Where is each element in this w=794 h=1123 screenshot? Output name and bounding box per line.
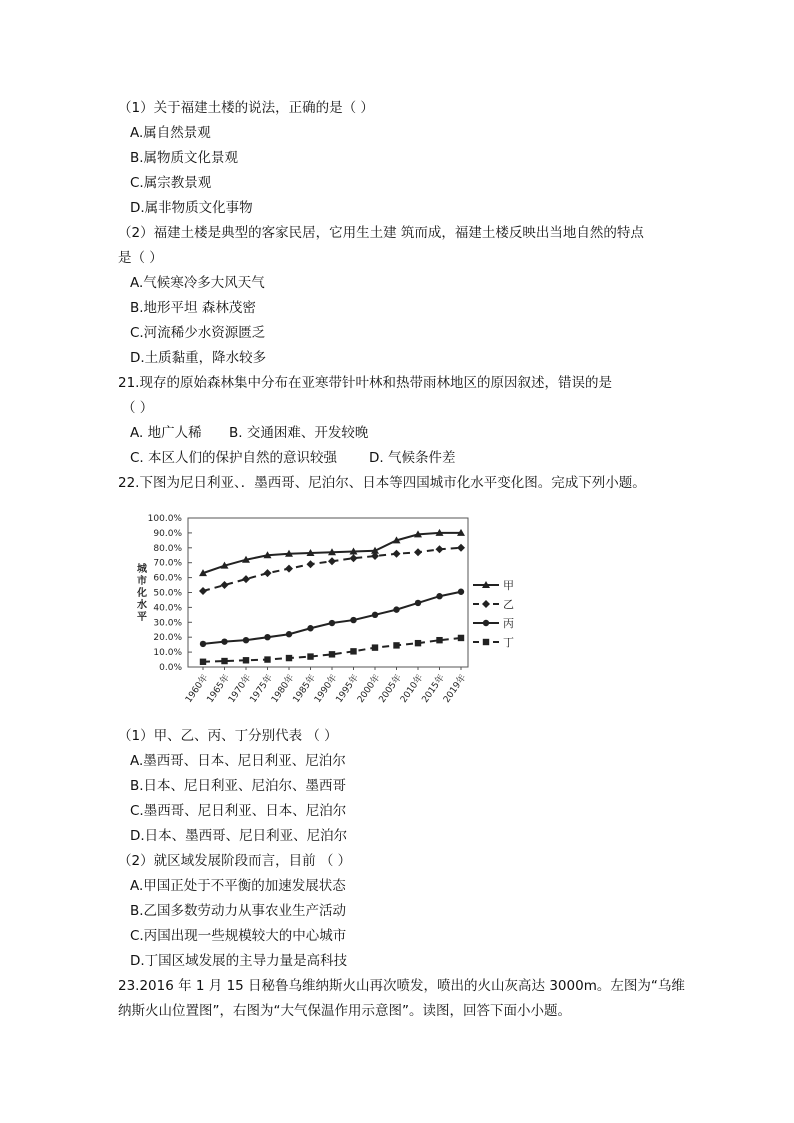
q20-1-stem: （1）关于福建土楼的说法，正确的是（ ） <box>118 100 374 116</box>
data-point-丙 <box>200 641 206 647</box>
x-tick-label: 1960年 <box>183 672 211 705</box>
q22-2-option-b: B.乙国多数劳动力从事农业生产活动 <box>130 903 347 919</box>
q23-line1: 23.2016 年 1 月 15 日秘鲁乌维纳斯火山再次喷发，喷出的火山灰高达 3000m。左图为“乌维 <box>118 978 685 994</box>
x-tick-label: 1990年 <box>312 672 340 705</box>
data-point-丙 <box>415 600 421 606</box>
q22-2-option-c: C.丙国出现一些规模较大的中心城市 <box>130 928 347 944</box>
q20-2-option-b: B.地形平坦 森林茂密 <box>130 300 256 316</box>
data-point-丙 <box>436 593 442 599</box>
x-tick-label: 1970年 <box>226 672 254 705</box>
data-point-丙 <box>393 606 399 612</box>
data-point-丁 <box>264 656 270 662</box>
q20-1-option-c: C.属宗教景观 <box>130 175 212 191</box>
legend-marker-乙 <box>482 600 490 608</box>
data-point-丁 <box>350 648 356 654</box>
x-tick-label: 2005年 <box>377 672 404 705</box>
data-point-乙 <box>199 587 207 595</box>
data-point-丙 <box>307 625 313 631</box>
data-point-乙 <box>264 569 272 577</box>
data-point-丁 <box>286 655 292 661</box>
q22-1-stem: （1）甲、乙、丙、丁分别代表 （ ） <box>118 728 338 744</box>
x-tick-label: 1985年 <box>291 672 318 705</box>
data-point-丙 <box>458 589 464 595</box>
y-tick-label: 40.0% <box>153 603 182 614</box>
q21-option-c: C. 本区人们的保护自然的意识较强 <box>130 450 338 466</box>
q22-2-option-d: D.丁国区域发展的主导力量是高科技 <box>130 953 348 969</box>
data-point-丙 <box>286 631 292 637</box>
x-tick-label: 2010年 <box>398 672 426 705</box>
legend-label-乙: 乙 <box>503 598 514 611</box>
data-point-丙 <box>243 637 249 643</box>
q22-1-option-d: D.日本、墨西哥、尼日利亚、尼泊尔 <box>130 828 348 844</box>
q21-option-a: A. 地广人稀 <box>130 425 202 441</box>
legend-label-甲: 甲 <box>503 579 514 592</box>
q20-2-option-d: D.土质黏重，降水较多 <box>130 350 267 366</box>
y-tick-label: 50.0% <box>153 588 182 599</box>
y-tick-label: 90.0% <box>153 528 182 539</box>
data-point-丙 <box>329 620 335 626</box>
legend-marker-丙 <box>483 620 489 626</box>
data-point-丁 <box>458 635 464 641</box>
q20-1-option-a: A.属自然景观 <box>130 125 211 141</box>
plot-frame <box>188 518 468 667</box>
q21-stem-line2: （ ） <box>122 400 154 416</box>
q22-1-option-c: C.墨西哥、尼日利亚、日本、尼泊尔 <box>130 803 347 819</box>
data-point-乙 <box>307 560 315 568</box>
data-point-丙 <box>264 634 270 640</box>
series-line-丙 <box>203 592 461 644</box>
x-tick-label: 1975年 <box>248 672 275 705</box>
q20-2-stem-line2: 是（ ） <box>118 250 163 266</box>
x-tick-label: 2015年 <box>420 672 447 705</box>
y-tick-label: 20.0% <box>153 633 182 644</box>
y-axis-label: 城市化水平 <box>134 563 146 623</box>
urbanization-chart <box>118 508 514 716</box>
data-point-丙 <box>350 617 356 623</box>
data-point-乙 <box>457 544 465 552</box>
data-point-丙 <box>221 638 227 644</box>
y-tick-label: 70.0% <box>153 558 182 569</box>
urbanization-chart-svg <box>118 508 514 716</box>
legend-marker-丁 <box>483 639 489 645</box>
data-point-乙 <box>221 581 229 589</box>
x-tick-label: 2019年 <box>441 672 469 705</box>
y-tick-label: 10.0% <box>153 648 182 659</box>
q21-option-b: B. 交通困难、开发较晚 <box>229 425 369 441</box>
data-point-乙 <box>242 575 250 583</box>
q20-1-option-d: D.属非物质文化事物 <box>130 200 253 216</box>
q23-line2: 纳斯火山位置图”，右图为“大气保温作用示意图”。读图，回答下面小小题。 <box>118 1003 571 1019</box>
data-point-丙 <box>372 612 378 618</box>
q22-2-option-a: A.甲国正处于不平衡的加速发展状态 <box>130 878 346 894</box>
q20-1-option-b: B.属物质文化景观 <box>130 150 239 166</box>
y-tick-label: 30.0% <box>153 618 182 629</box>
data-point-丁 <box>307 653 313 659</box>
q22-stem: 22.下图为尼日利亚、．墨西哥、尼泊尔、日本等四国城市化水平变化图。完成下列小题。 <box>118 475 646 491</box>
data-point-丁 <box>329 651 335 657</box>
data-point-丁 <box>221 658 227 664</box>
q20-2-option-a: A.气候寒冷多大风天气 <box>130 275 265 291</box>
data-point-乙 <box>393 550 401 558</box>
y-tick-label: 0.0% <box>159 663 182 673</box>
data-point-丁 <box>436 637 442 643</box>
y-tick-label: 80.0% <box>153 543 182 554</box>
data-point-丁 <box>415 640 421 646</box>
data-point-丁 <box>243 657 249 663</box>
data-point-乙 <box>414 548 422 556</box>
x-tick-label: 1995年 <box>334 672 361 705</box>
y-tick-label: 100.0% <box>147 514 182 524</box>
q20-2-stem-line1: （2）福建土楼是典型的客家民居，它用生土建 筑而成，福建土楼反映出当地自然的特点 <box>118 225 644 241</box>
q22-2-stem: （2）就区域发展阶段而言，目前 （ ） <box>118 853 352 869</box>
x-tick-label: 2000年 <box>355 672 383 705</box>
x-tick-label: 1980年 <box>269 672 297 705</box>
series-line-丁 <box>203 638 461 662</box>
data-point-乙 <box>328 557 336 565</box>
data-point-丁 <box>372 644 378 650</box>
data-point-乙 <box>436 545 444 553</box>
q21-stem-line1: 21.现存的原始森林集中分布在亚寒带针叶林和热带雨林地区的原因叙述，错误的是 <box>118 375 612 391</box>
data-point-乙 <box>350 554 358 562</box>
q22-1-option-b: B.日本、尼日利亚、尼泊尔、墨西哥 <box>130 778 347 794</box>
data-point-乙 <box>285 565 293 573</box>
q22-1-option-a: A.墨西哥、日本、尼日利亚、尼泊尔 <box>130 753 346 769</box>
q21-option-d: D. 气候条件差 <box>369 450 456 466</box>
legend-label-丙: 丙 <box>503 617 514 630</box>
data-point-丁 <box>200 659 206 665</box>
x-tick-label: 1965年 <box>205 672 232 705</box>
q20-2-option-c: C.河流稀少水资源匮乏 <box>130 325 266 341</box>
data-point-丁 <box>393 642 399 648</box>
legend-label-丁: 丁 <box>503 636 514 649</box>
y-tick-label: 60.0% <box>153 573 182 584</box>
